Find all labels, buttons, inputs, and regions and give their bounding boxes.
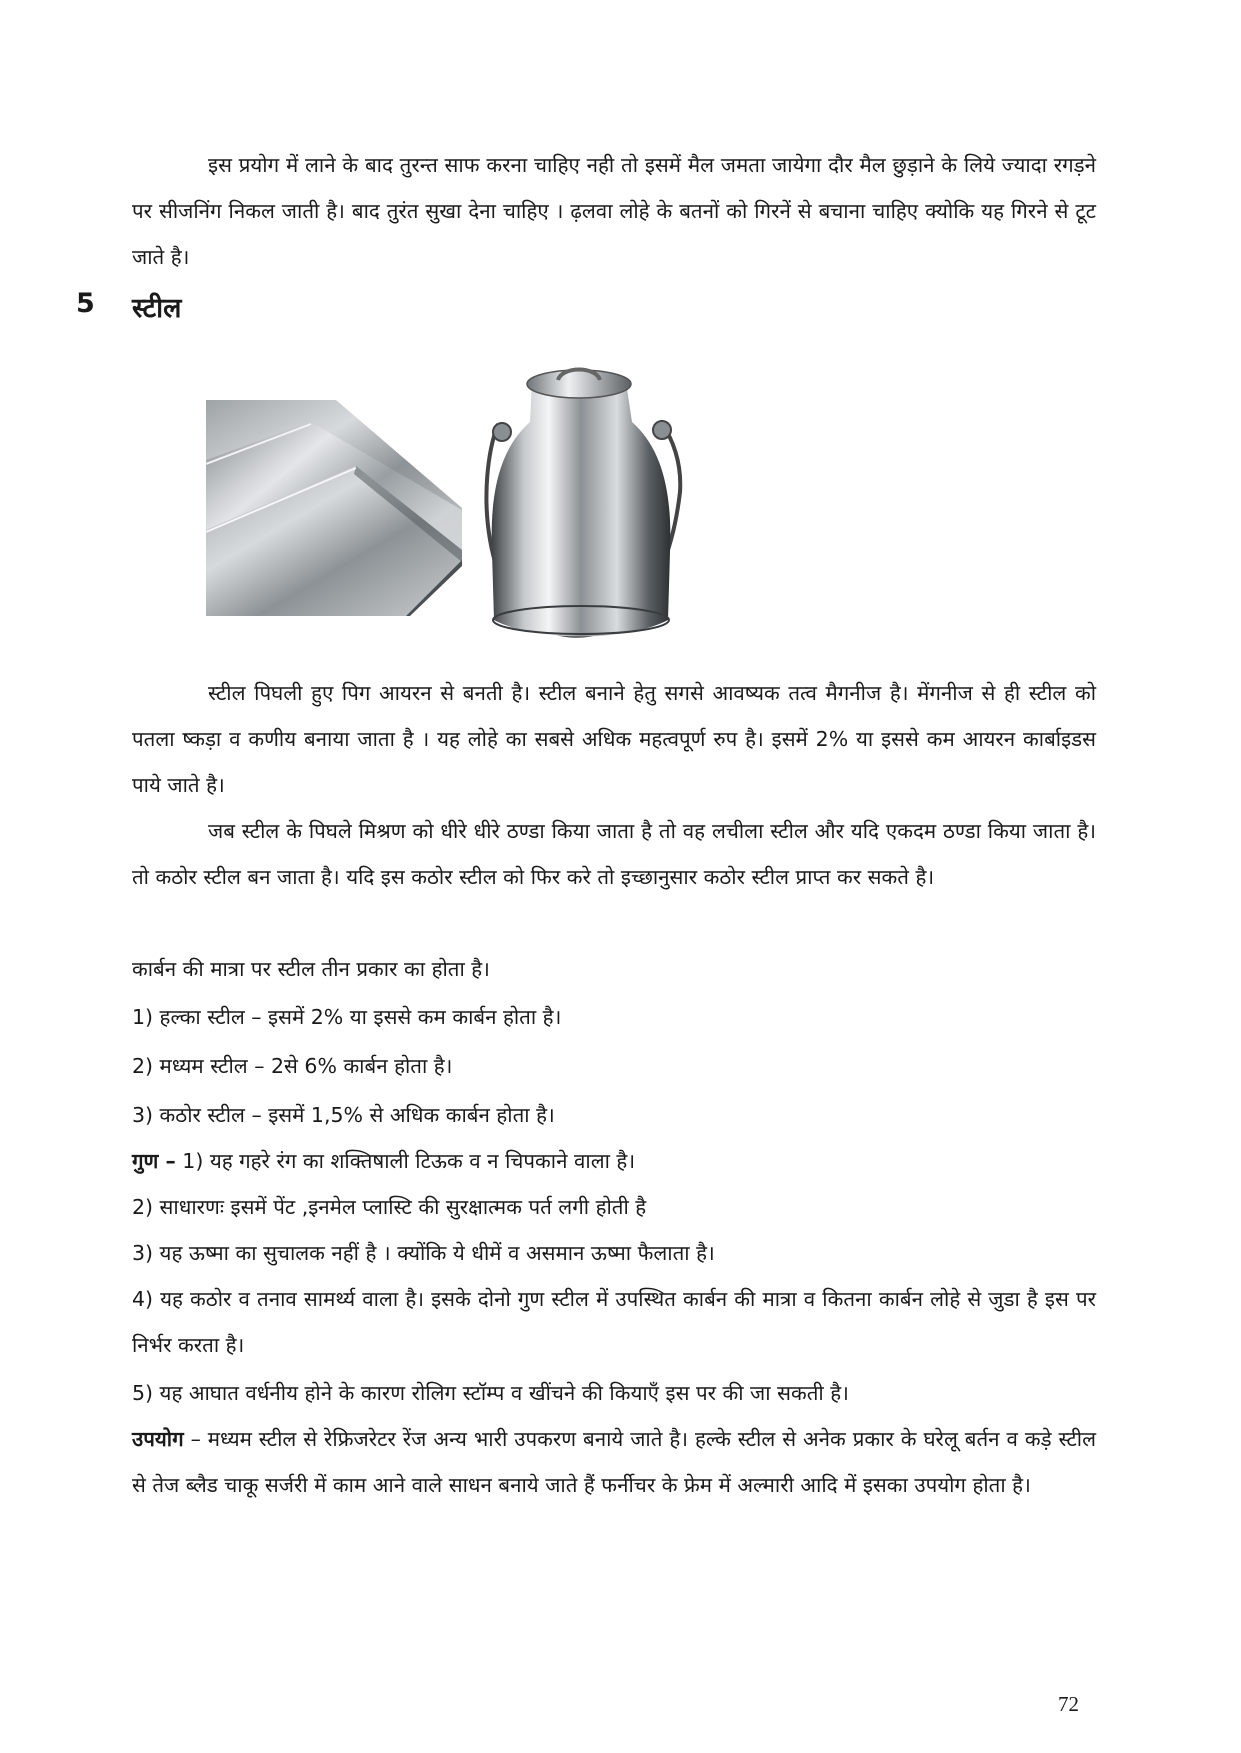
- list-item: 3) कठोर स्टील – इसमें 1,5% से अधिक कार्बन होता है।: [132, 1103, 555, 1127]
- list-item: 2) साधारणः इसमें पेंट ,इनमेल प्लास्टि की सुरक्षात्मक पर्त लगी होती है: [132, 1195, 647, 1219]
- steel-sheets-photo: [206, 400, 462, 616]
- intro-paragraph: इस प्रयोग में लाने के बाद तुरन्त साफ करना चाहिए नही तो इसमें मैल जमता जायेगा दौर मैल छुड़ाने के लिये ज्यादा रगड़ने पर सीजनिंग निकल जाती है। बाद तुरंत सुखा देना चाहिए । ढ़लवा लोहे के बतनों को गिरनें से बचाना चाहिए क्योकि यह गिरने से टूट जाते है।: [132, 153, 1096, 269]
- section-number: 5: [76, 288, 95, 319]
- properties-line-1: [132, 1138, 1096, 1184]
- section-title: स्टील: [132, 293, 182, 324]
- list-item: 1) हल्का स्टील – इसमें 2% या इससे कम कार्बन होता है।: [132, 1005, 562, 1029]
- list-item: 4) यह कठोर व तनाव सामर्थ्य वाला है। इसके दोनो गुण स्टील में उपस्थित कार्बन की मात्रा व कितना कार्बन लोहे से जुडा है इस पर निर्भर करता है।: [132, 1287, 1096, 1357]
- types-intro: कार्बन की मात्रा पर स्टील तीन प्रकार का होता है।: [132, 957, 490, 981]
- list-item: 3) यह ऊष्मा का सुचालक नहीं है । क्योंकि ये धीमें व असमान ऊष्मा फैलाता है।: [132, 1241, 715, 1265]
- milk-can-photo: [476, 362, 686, 652]
- paragraph-1: स्टील पिघली हुए पिग आयरन से बनती है। स्टील बनाने हेतु सगसे आवष्यक तत्व मैगनीज है। मेंगनीज से ही स्टील को पतला ष्कड़ा व कणीय बनाया जाता है । यह लोहे का सबसे अधिक महत्वपूर्ण रुप है। इसमें 2% या इससे कम आयरन कार्बाइडस पाये जाते है।: [132, 681, 1096, 797]
- uses-label: उपयोग: [132, 1427, 184, 1451]
- list-item: 5) यह आघात वर्धनीय होने के कारण रोलिग स्टॉम्प व खींचने की कियाऍं इस पर की जा सकती है।: [132, 1381, 849, 1405]
- page-number: 72: [1058, 1692, 1079, 1716]
- list-item: 1) यह गहरे रंग का शक्तिषाली टिऊक व न चिपकाने वाला है।: [182, 1149, 636, 1173]
- uses-text: – मध्यम स्टील से रेफ्रिजरेटर रेंज अन्य भारी उपकरण बनाये जाते है। हल्के स्टील से अनेक प्रकार के घरेलू बर्तन व कड़े स्टील से तेज ब्लैड चाकू सर्जरी में काम आने वाले साधन बनाये जाते हैं फर्नीचर के फ्रेम में अल्मारी आदि में इसका उपयोग होता है।: [132, 1427, 1096, 1497]
- uses-paragraph: [132, 1416, 1096, 1508]
- paragraph-2: जब स्टील के पिघले मिश्रण को धीरे धीरे ठण्डा किया जाता है तो वह लचीला स्टील और यदि एकदम ठण्डा किया जाता है। तो कठोर स्टील बन जाता है। यदि इस कठोर स्टील को फिर करे तो इच्छानुसार कठोर स्टील प्राप्त कर सकते है।: [132, 819, 1096, 889]
- properties-label: गुण –: [132, 1149, 176, 1173]
- list-item: 2) मध्यम स्टील – 2से 6% कार्बन होता है।: [132, 1054, 453, 1078]
